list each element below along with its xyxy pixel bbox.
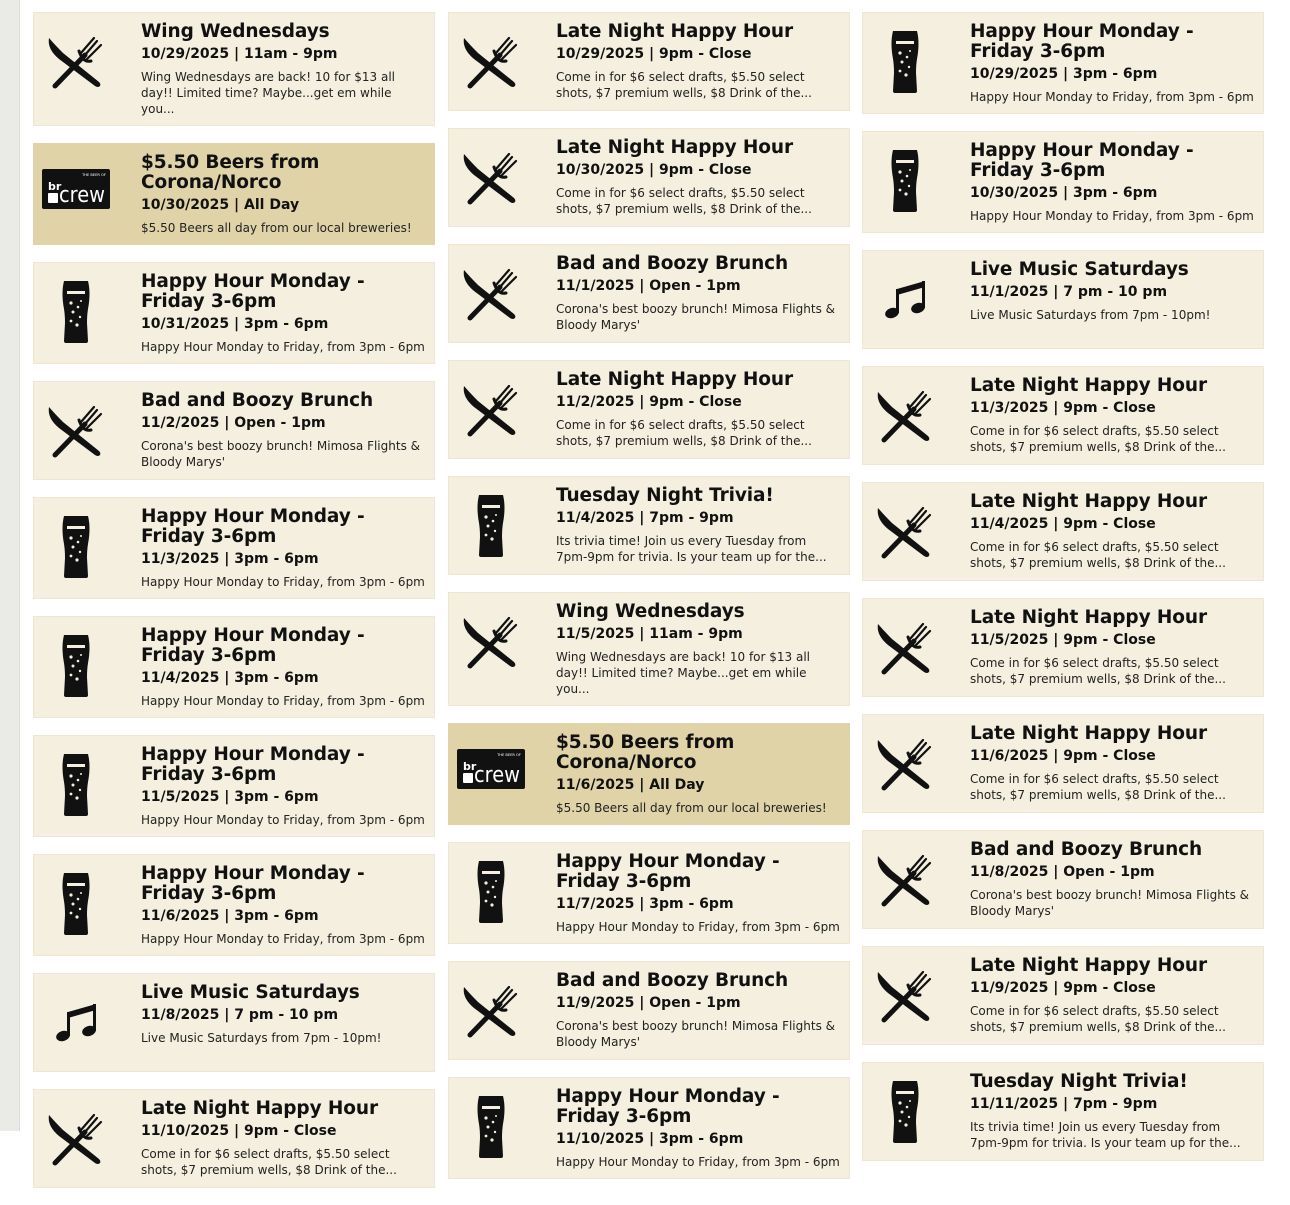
event-title: Happy Hour Monday - Friday 3-6pm bbox=[141, 863, 365, 904]
event-date: 11/5/2025 | 3pm - 6pm bbox=[141, 789, 319, 805]
event-description: Corona's best boozy brunch! Mimosa Flights & Bloody Marys' bbox=[556, 1019, 835, 1049]
event-title: Late Night Happy Hour bbox=[970, 723, 1207, 744]
event-card[interactable] bbox=[862, 946, 1264, 1045]
event-description: Wing Wednesdays are back! 10 for $13 all day!! Limited time? Maybe...get em while you... bbox=[141, 70, 396, 116]
event-card[interactable] bbox=[862, 598, 1264, 697]
event-date: 11/11/2025 | 7pm - 9pm bbox=[970, 1096, 1158, 1112]
event-title: Late Night Happy Hour bbox=[970, 607, 1207, 628]
event-title: Happy Hour Monday - Friday 3-6pm bbox=[141, 271, 365, 312]
event-card[interactable] bbox=[33, 381, 435, 480]
event-description: Corona's best boozy brunch! Mimosa Flights & Bloody Marys' bbox=[141, 439, 420, 469]
event-card[interactable] bbox=[448, 842, 850, 944]
event-card[interactable] bbox=[862, 830, 1264, 929]
event-title: Late Night Happy Hour bbox=[970, 491, 1207, 512]
event-description: Happy Hour Monday to Friday, from 3pm - 6pm bbox=[141, 575, 425, 589]
fork-knife-icon bbox=[33, 12, 119, 111]
event-title: Late Night Happy Hour bbox=[970, 955, 1207, 976]
event-title: Happy Hour Monday - Friday 3-6pm bbox=[556, 1086, 780, 1127]
event-card[interactable] bbox=[862, 250, 1264, 349]
event-title: Wing Wednesdays bbox=[556, 601, 745, 622]
event-title: Bad and Boozy Brunch bbox=[556, 253, 789, 274]
event-description: Come in for $6 select drafts, $5.50 select shots, $7 premium wells, $8 Drink of the... bbox=[141, 1147, 397, 1177]
event-date: 11/1/2025 | Open - 1pm bbox=[556, 278, 741, 294]
beer-glass-icon bbox=[448, 476, 534, 575]
beer-glass-icon bbox=[862, 131, 948, 230]
fork-knife-icon bbox=[448, 244, 534, 343]
event-card[interactable] bbox=[33, 262, 435, 364]
event-card[interactable] bbox=[448, 12, 850, 111]
event-card[interactable] bbox=[448, 1077, 850, 1179]
beer-glass-icon bbox=[448, 842, 534, 941]
event-date: 11/6/2025 | 9pm - Close bbox=[970, 748, 1156, 764]
event-title: Happy Hour Monday - Friday 3-6pm bbox=[970, 140, 1194, 181]
event-card[interactable] bbox=[33, 854, 435, 956]
event-date: 11/1/2025 | 7 pm - 10 pm bbox=[970, 284, 1168, 300]
events-column-1 bbox=[33, 12, 435, 1205]
event-description: Happy Hour Monday to Friday, from 3pm - 6pm bbox=[556, 1155, 840, 1169]
event-date: 10/29/2025 | 9pm - Close bbox=[556, 46, 752, 62]
event-description: Happy Hour Monday to Friday, from 3pm - 6pm bbox=[141, 340, 425, 354]
event-date: 11/10/2025 | 9pm - Close bbox=[141, 1123, 337, 1139]
event-title: $5.50 Beers from Corona/Norco bbox=[556, 732, 735, 773]
event-description: Come in for $6 select drafts, $5.50 select shots, $7 premium wells, $8 Drink of the... bbox=[556, 70, 812, 100]
event-card[interactable] bbox=[33, 616, 435, 718]
event-date: 10/31/2025 | 3pm - 6pm bbox=[141, 316, 329, 332]
event-date: 11/9/2025 | 9pm - Close bbox=[970, 980, 1156, 996]
event-title: Late Night Happy Hour bbox=[970, 375, 1207, 396]
event-date: 11/4/2025 | 7pm - 9pm bbox=[556, 510, 734, 526]
fork-knife-icon bbox=[862, 830, 948, 929]
events-column-3 bbox=[862, 12, 1264, 1178]
event-card[interactable] bbox=[862, 714, 1264, 813]
fork-knife-icon bbox=[862, 598, 948, 697]
beer-glass-icon bbox=[448, 1077, 534, 1176]
event-title: Happy Hour Monday - Friday 3-6pm bbox=[141, 506, 365, 547]
event-description: Wing Wednesdays are back! 10 for $13 all day!! Limited time? Maybe...get em while you... bbox=[556, 650, 811, 696]
event-date: 11/3/2025 | 3pm - 6pm bbox=[141, 551, 319, 567]
event-title: Bad and Boozy Brunch bbox=[970, 839, 1203, 860]
event-date: 11/9/2025 | Open - 1pm bbox=[556, 995, 741, 1011]
event-title: Happy Hour Monday - Friday 3-6pm bbox=[141, 744, 365, 785]
event-title: Happy Hour Monday - Friday 3-6pm bbox=[556, 851, 780, 892]
event-description: Happy Hour Monday to Friday, from 3pm - 6pm bbox=[970, 90, 1254, 104]
beer-glass-icon bbox=[33, 735, 119, 834]
event-description: Happy Hour Monday to Friday, from 3pm - 6pm bbox=[141, 932, 425, 946]
event-title: $5.50 Beers from Corona/Norco bbox=[141, 152, 320, 193]
event-card[interactable] bbox=[448, 360, 850, 459]
event-date: 11/8/2025 | 7 pm - 10 pm bbox=[141, 1007, 339, 1023]
event-card[interactable] bbox=[862, 1062, 1264, 1161]
svg-text:THE BEER OF: THE BEER OF bbox=[82, 173, 106, 177]
event-card[interactable] bbox=[33, 12, 435, 126]
beer-glass-icon bbox=[33, 616, 119, 715]
event-date: 11/2/2025 | Open - 1pm bbox=[141, 415, 326, 431]
event-title: Happy Hour Monday - Friday 3-6pm bbox=[970, 21, 1194, 62]
event-date: 10/30/2025 | 3pm - 6pm bbox=[970, 185, 1158, 201]
event-card[interactable] bbox=[862, 12, 1264, 114]
event-card[interactable] bbox=[33, 497, 435, 599]
event-card[interactable] bbox=[862, 482, 1264, 581]
music-note-icon bbox=[862, 250, 948, 349]
event-description: Come in for $6 select drafts, $5.50 select shots, $7 premium wells, $8 Drink of the... bbox=[970, 656, 1226, 686]
fork-knife-icon bbox=[862, 482, 948, 581]
event-description: Come in for $6 select drafts, $5.50 select shots, $7 premium wells, $8 Drink of the... bbox=[970, 424, 1226, 454]
fork-knife-icon bbox=[448, 360, 534, 459]
event-description: Happy Hour Monday to Friday, from 3pm - 6pm bbox=[970, 209, 1254, 223]
fork-knife-icon bbox=[862, 714, 948, 813]
event-card[interactable] bbox=[448, 723, 850, 825]
event-description: Come in for $6 select drafts, $5.50 select shots, $7 premium wells, $8 Drink of the... bbox=[556, 186, 812, 216]
event-card[interactable] bbox=[862, 366, 1264, 465]
svg-text:br: br bbox=[48, 180, 62, 193]
event-title: Happy Hour Monday - Friday 3-6pm bbox=[141, 625, 365, 666]
event-description: Live Music Saturdays from 7pm - 10pm! bbox=[141, 1031, 382, 1045]
event-description: Corona's best boozy brunch! Mimosa Flights & Bloody Marys' bbox=[556, 302, 835, 332]
event-description: $5.50 Beers all day from our local breweries! bbox=[141, 221, 412, 235]
event-title: Wing Wednesdays bbox=[141, 21, 330, 42]
svg-text:crew: crew bbox=[59, 183, 106, 208]
events-column-2 bbox=[448, 12, 850, 1196]
event-card[interactable] bbox=[448, 128, 850, 227]
beer-glass-icon bbox=[33, 262, 119, 361]
event-description: Happy Hour Monday to Friday, from 3pm - 6pm bbox=[141, 694, 425, 708]
event-date: 11/4/2025 | 3pm - 6pm bbox=[141, 670, 319, 686]
svg-text:crew: crew bbox=[474, 763, 521, 788]
beer-glass-icon bbox=[33, 854, 119, 953]
event-date: 11/6/2025 | All Day bbox=[556, 777, 705, 793]
svg-text:THE BEER OF: THE BEER OF bbox=[497, 753, 521, 757]
event-card[interactable] bbox=[448, 476, 850, 575]
event-description: $5.50 Beers all day from our local breweries! bbox=[556, 801, 827, 815]
event-description: Come in for $6 select drafts, $5.50 select shots, $7 premium wells, $8 Drink of the... bbox=[556, 418, 812, 448]
fork-knife-icon bbox=[448, 592, 534, 691]
event-description: Come in for $6 select drafts, $5.50 select shots, $7 premium wells, $8 Drink of the... bbox=[970, 540, 1226, 570]
event-card[interactable] bbox=[33, 735, 435, 837]
event-title: Late Night Happy Hour bbox=[141, 1098, 378, 1119]
beer-glass-icon bbox=[862, 1062, 948, 1161]
event-card[interactable] bbox=[448, 244, 850, 343]
fork-knife-icon bbox=[33, 1089, 119, 1188]
event-title: Late Night Happy Hour bbox=[556, 137, 793, 158]
event-description: Its trivia time! Join us every Tuesday from 7pm-9pm for trivia. Is your team up for the... bbox=[970, 1120, 1241, 1150]
fork-knife-icon bbox=[33, 381, 119, 480]
event-date: 11/5/2025 | 9pm - Close bbox=[970, 632, 1156, 648]
event-description: Come in for $6 select drafts, $5.50 select shots, $7 premium wells, $8 Drink of the... bbox=[970, 772, 1226, 802]
event-date: 11/2/2025 | 9pm - Close bbox=[556, 394, 742, 410]
fork-knife-icon bbox=[448, 128, 534, 227]
event-description: Live Music Saturdays from 7pm - 10pm! bbox=[970, 308, 1211, 322]
event-title: Bad and Boozy Brunch bbox=[556, 970, 789, 991]
svg-text:br: br bbox=[463, 760, 477, 773]
fork-knife-icon bbox=[448, 12, 534, 111]
event-description: Happy Hour Monday to Friday, from 3pm - 6pm bbox=[141, 813, 425, 827]
fork-knife-icon bbox=[862, 366, 948, 465]
event-title: Tuesday Night Trivia! bbox=[970, 1071, 1188, 1092]
event-description: Its trivia time! Join us every Tuesday from 7pm-9pm for trivia. Is your team up for the... bbox=[556, 534, 827, 564]
brew-logo bbox=[448, 723, 534, 815]
fork-knife-icon bbox=[448, 961, 534, 1060]
event-card[interactable] bbox=[33, 973, 435, 1072]
event-title: Tuesday Night Trivia! bbox=[556, 485, 774, 506]
event-date: 10/29/2025 | 11am - 9pm bbox=[141, 46, 338, 62]
event-title: Live Music Saturdays bbox=[141, 982, 360, 1003]
event-date: 11/10/2025 | 3pm - 6pm bbox=[556, 1131, 744, 1147]
event-description: Corona's best boozy brunch! Mimosa Flights & Bloody Marys' bbox=[970, 888, 1249, 918]
music-note-icon bbox=[33, 973, 119, 1072]
event-title: Bad and Boozy Brunch bbox=[141, 390, 374, 411]
left-edge-bar bbox=[0, 0, 20, 1131]
event-description: Happy Hour Monday to Friday, from 3pm - 6pm bbox=[556, 920, 840, 934]
event-title: Late Night Happy Hour bbox=[556, 369, 793, 390]
event-date: 11/6/2025 | 3pm - 6pm bbox=[141, 908, 319, 924]
event-date: 10/30/2025 | 9pm - Close bbox=[556, 162, 752, 178]
event-date: 11/7/2025 | 3pm - 6pm bbox=[556, 896, 734, 912]
event-card[interactable] bbox=[33, 143, 435, 245]
event-title: Late Night Happy Hour bbox=[556, 21, 793, 42]
fork-knife-icon bbox=[862, 946, 948, 1045]
event-card[interactable] bbox=[862, 131, 1264, 233]
event-card[interactable] bbox=[33, 1089, 435, 1188]
event-date: 10/30/2025 | All Day bbox=[141, 197, 300, 213]
event-card[interactable] bbox=[448, 961, 850, 1060]
event-date: 11/5/2025 | 11am - 9pm bbox=[556, 626, 743, 642]
event-date: 11/4/2025 | 9pm - Close bbox=[970, 516, 1156, 532]
beer-glass-icon bbox=[862, 12, 948, 111]
event-date: 11/3/2025 | 9pm - Close bbox=[970, 400, 1156, 416]
event-date: 11/8/2025 | Open - 1pm bbox=[970, 864, 1155, 880]
event-description: Come in for $6 select drafts, $5.50 select shots, $7 premium wells, $8 Drink of the... bbox=[970, 1004, 1226, 1034]
event-title: Live Music Saturdays bbox=[970, 259, 1189, 280]
brew-logo bbox=[33, 143, 119, 235]
event-card[interactable] bbox=[448, 592, 850, 706]
event-date: 10/29/2025 | 3pm - 6pm bbox=[970, 66, 1158, 82]
beer-glass-icon bbox=[33, 497, 119, 596]
